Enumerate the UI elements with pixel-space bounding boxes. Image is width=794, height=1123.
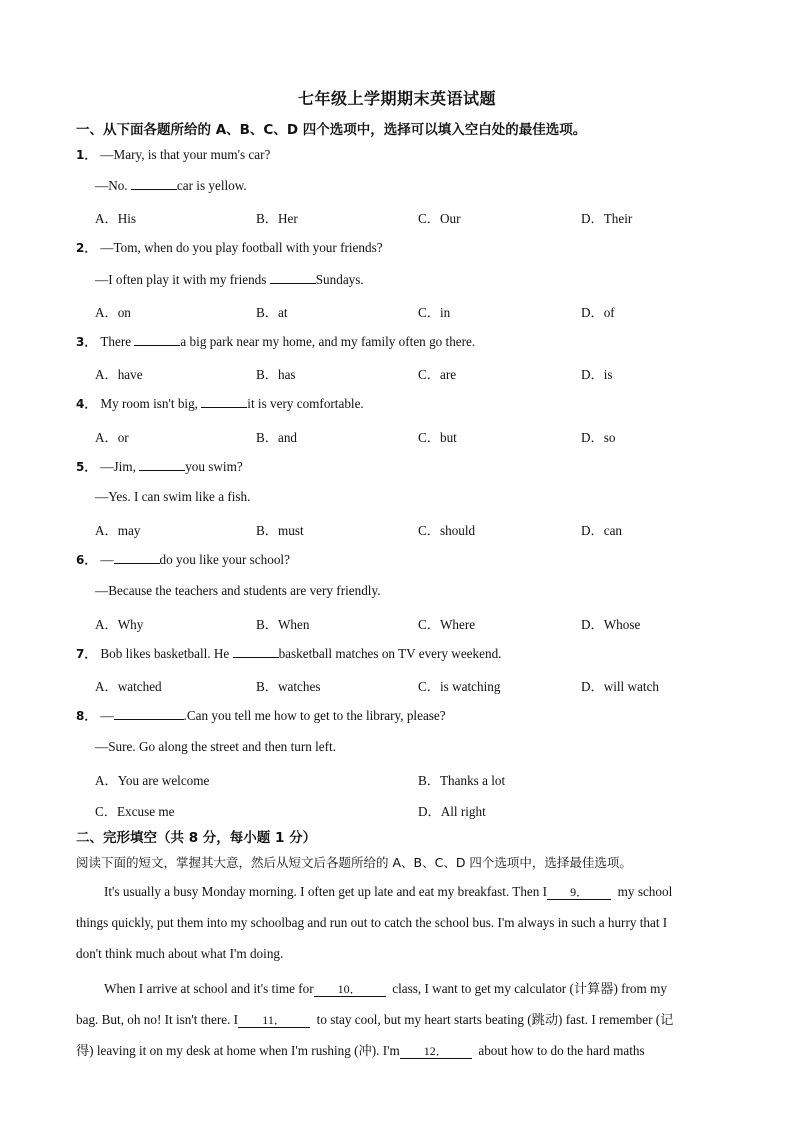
question-text: My room isn't big, (100, 396, 198, 411)
question-2 (76, 239, 383, 256)
option-b: B．watches (256, 679, 321, 694)
question-text: basketball matches on TV every weekend. (278, 646, 502, 661)
question-text: .Can you tell me how to get to the library, please? (183, 708, 446, 723)
passage-line (104, 978, 762, 997)
section-2-heading: 二、完形填空（共 8 分，每小题 1 分） (76, 830, 317, 846)
question-5 (76, 458, 243, 475)
passage-line (76, 1040, 734, 1059)
option-a: A．have (95, 367, 143, 382)
question-3 (76, 333, 475, 350)
option-b: B．Her (256, 211, 298, 226)
page-title: 七年级上学期期末英语试题 (297, 89, 496, 108)
question-text: — (100, 552, 114, 567)
question-number: 6． (76, 553, 97, 567)
question-text: There (100, 334, 132, 349)
option-b: B．When (256, 617, 310, 632)
question-text: Bob likes basketball. He (100, 646, 230, 661)
option-b: B．and (256, 430, 298, 445)
option-a: A．watched (95, 679, 162, 694)
question-text: car is yellow. (176, 178, 247, 193)
numbered-blank-10: 10． (314, 983, 386, 997)
passage-text: It's usually a busy Monday morning. I often get up late and eat my breakfast. Then I (104, 884, 548, 899)
question-stem: —Mary, is that your mum's car? (100, 147, 271, 162)
option-d: D．will watch (581, 679, 660, 694)
answer-blank (270, 271, 316, 284)
question-7 (76, 645, 501, 662)
question-text: do you like your school? (159, 552, 290, 567)
answer-blank (114, 707, 184, 720)
section-1-heading: 一、从下面各题所给的 A、B、C、D 四个选项中，选择可以填入空白处的最佳选项。 (76, 122, 587, 138)
question-text: — (100, 708, 114, 723)
numbered-blank-9: 9． (547, 886, 611, 900)
question-8-line2: —Sure. Go along the street and then turn left. (95, 739, 336, 754)
option-c: C．is watching (418, 679, 501, 694)
option-c: C．Where (418, 617, 476, 632)
passage-text: bag. But, oh no! It isn't there. I (76, 1012, 239, 1027)
question-text: you swim? (185, 459, 243, 474)
passage-text: to stay cool, but my heart starts beating (跳动) fast. I remember (记 (316, 1012, 674, 1027)
passage-line: don't think much about what I'm doing. (76, 946, 284, 961)
passage-line: things quickly, put them into my schoolbag and run out to catch the school bus. I'm always in such a hurry that I (76, 915, 668, 930)
option-b: B．at (256, 305, 288, 320)
passage-text: class, I want to get my calculator (计算器) from my (392, 981, 667, 996)
option-d: D．All right (418, 804, 486, 819)
option-b: B．Thanks a lot (418, 773, 506, 788)
answer-blank (131, 177, 177, 190)
numbered-blank-11: 11． (238, 1014, 310, 1028)
question-number: 3． (76, 335, 97, 349)
option-c: C．Excuse me (95, 804, 175, 819)
option-a: A．or (95, 430, 129, 445)
option-c: C．in (418, 305, 451, 320)
option-a: A．His (95, 211, 137, 226)
option-d: D．of (581, 305, 615, 320)
option-d: D．Whose (581, 617, 641, 632)
answer-blank (134, 333, 180, 346)
option-d: D．can (581, 523, 623, 538)
passage-line (76, 1009, 734, 1028)
option-b: B．has (256, 367, 296, 382)
question-4 (76, 395, 364, 412)
question-text: —No. (95, 178, 128, 193)
option-c: C．are (418, 367, 457, 382)
question-number: 5． (76, 460, 97, 474)
question-text: —I often play it with my friends (95, 272, 267, 287)
option-a: A．may (95, 523, 141, 538)
question-1-line2 (95, 177, 247, 194)
option-d: D．Their (581, 211, 633, 226)
option-c: C．should (418, 523, 476, 538)
question-1 (76, 146, 270, 163)
question-text: Sundays. (315, 272, 364, 287)
question-text: it is very comfortable. (247, 396, 364, 411)
question-text: —Jim, (100, 459, 136, 474)
option-a: A．You are welcome (95, 773, 210, 788)
question-8 (76, 707, 446, 724)
section-2-instruction: 阅读下面的短文，掌握其大意，然后从短文后各题所给的 A、B、C、D 四个选项中，选择最佳选项。 (76, 855, 632, 870)
passage-line (104, 884, 762, 900)
option-a: A．on (95, 305, 131, 320)
question-number: 7． (76, 647, 97, 661)
option-b: B．must (256, 523, 304, 538)
option-d: D．so (581, 430, 616, 445)
numbered-blank-12: 12． (400, 1045, 472, 1059)
option-c: C．Our (418, 211, 461, 226)
option-a: A．Why (95, 617, 144, 632)
passage-text: about how to do the hard maths (478, 1043, 645, 1058)
question-number: 4． (76, 397, 97, 411)
question-number: 8． (76, 709, 97, 723)
option-c: C．but (418, 430, 457, 445)
question-number: 1． (76, 148, 97, 162)
answer-blank (233, 645, 279, 658)
answer-blank (139, 458, 185, 471)
passage-text: 得) leaving it on my desk at home when I'm rushing (冲). I'm (76, 1043, 400, 1058)
answer-blank (114, 551, 160, 564)
passage-text: my school (617, 884, 673, 899)
question-2-line2 (95, 271, 364, 288)
option-d: D．is (581, 367, 613, 382)
question-number: 2． (76, 241, 97, 255)
question-6-line2: —Because the teachers and students are very friendly. (95, 583, 381, 598)
question-text: a big park near my home, and my family often go there. (180, 334, 476, 349)
question-stem: —Tom, when do you play football with your friends? (100, 240, 383, 255)
question-6 (76, 551, 290, 568)
question-5-line2: —Yes. I can swim like a fish. (95, 489, 251, 504)
answer-blank (201, 395, 247, 408)
passage-text: When I arrive at school and it's time for (104, 981, 314, 996)
